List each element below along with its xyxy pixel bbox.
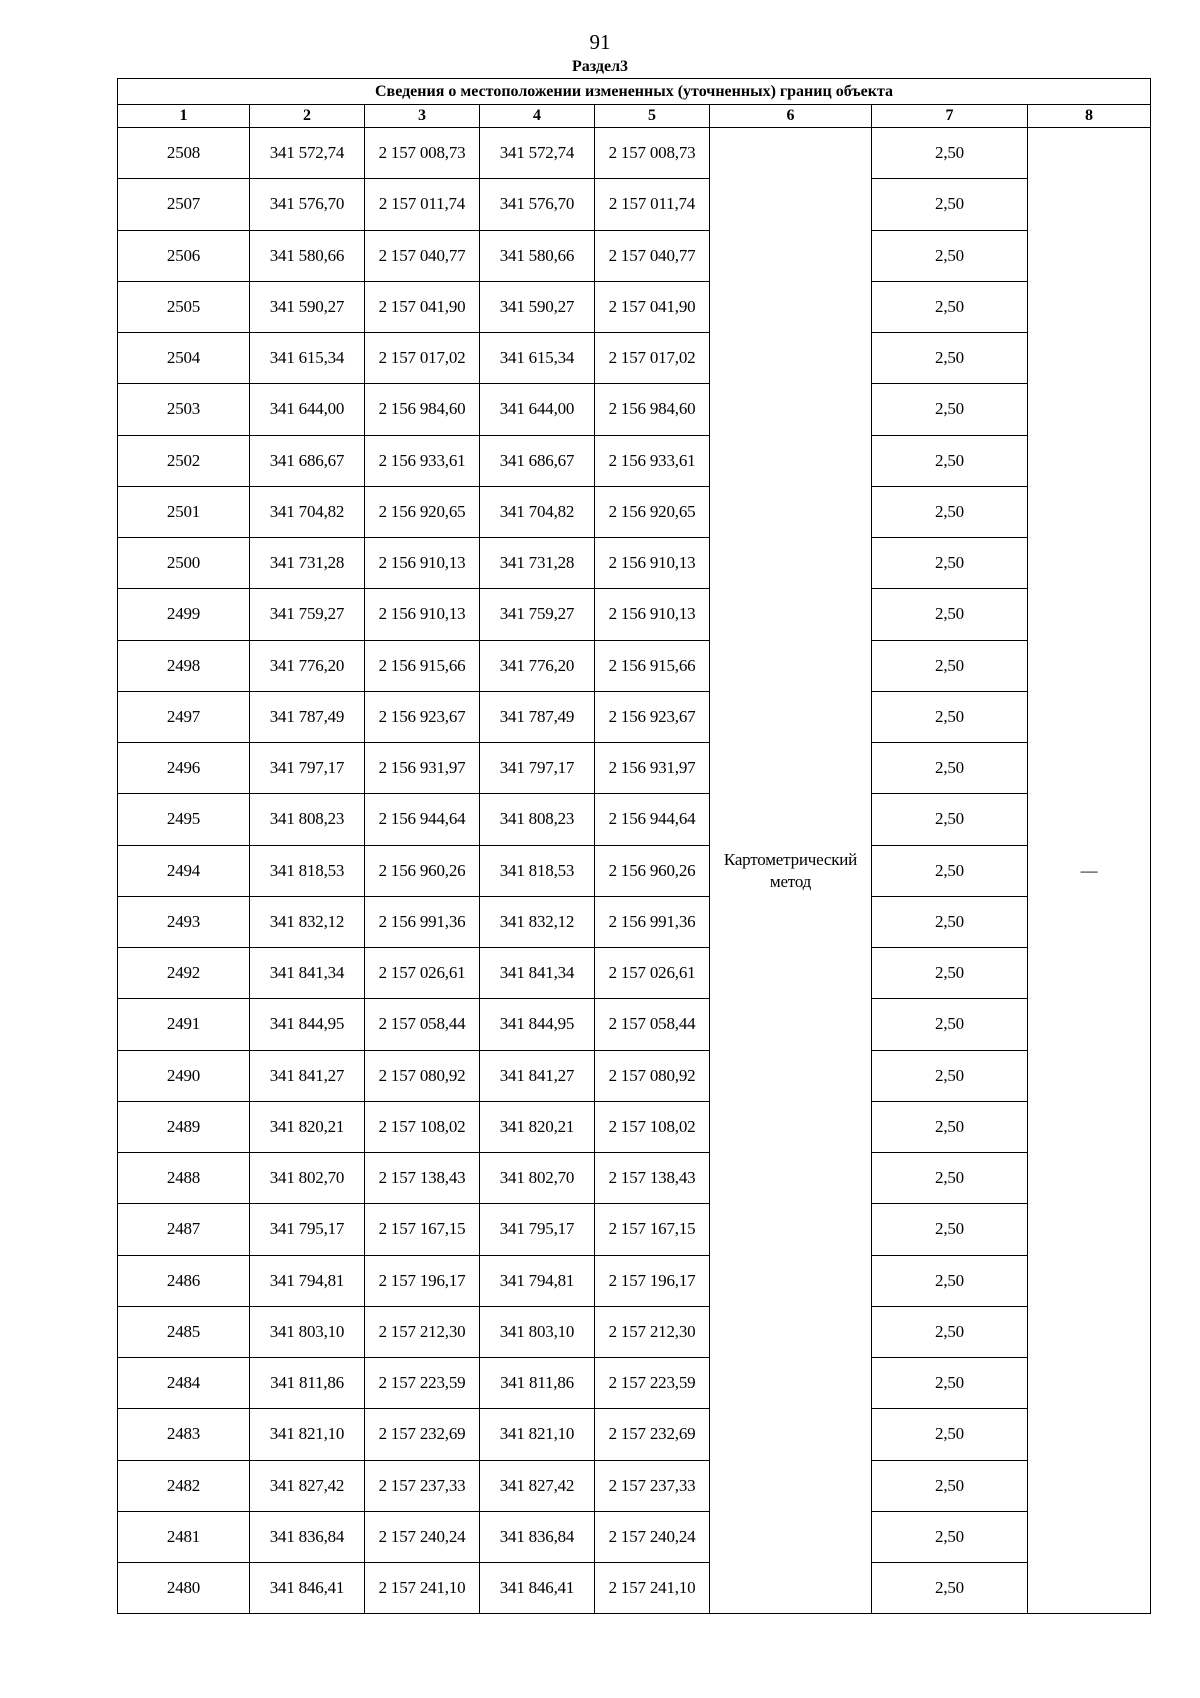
y-old-cell: 2 157 223,59 [365,1358,480,1409]
point-number-cell: 2495 [118,794,250,845]
table-row [118,1511,1151,1562]
table-row [118,589,1151,640]
table-row [118,743,1151,794]
y-new-cell: 2 157 212,30 [595,1306,710,1357]
y-old-cell: 2 157 212,30 [365,1306,480,1357]
accuracy-cell: 2,50 [872,1306,1028,1357]
table-row [118,1050,1151,1101]
section-title: Раздел3 [571,58,629,75]
y-new-cell: 2 157 017,02 [595,333,710,384]
y-new-cell: 2 157 040,77 [595,230,710,281]
point-number-cell: 2487 [118,1204,250,1255]
y-old-cell: 2 157 017,02 [365,333,480,384]
y-old-cell: 2 156 931,97 [365,743,480,794]
accuracy-cell: 2,50 [872,486,1028,537]
y-old-cell: 2 156 910,13 [365,538,480,589]
accuracy-cell: 2,50 [872,384,1028,435]
y-new-cell: 2 156 931,97 [595,743,710,794]
point-number-cell: 2489 [118,1101,250,1152]
x-old-cell: 341 836,84 [250,1511,365,1562]
accuracy-cell: 2,50 [872,1511,1028,1562]
accuracy-cell: 2,50 [872,1358,1028,1409]
x-old-cell: 341 808,23 [250,794,365,845]
point-number-cell: 2503 [118,384,250,435]
x-old-cell: 341 686,67 [250,435,365,486]
y-new-cell: 2 157 232,69 [595,1409,710,1460]
point-number-cell: 2483 [118,1409,250,1460]
x-new-cell: 341 820,21 [480,1101,595,1152]
x-new-cell: 341 572,74 [480,128,595,179]
x-new-cell: 341 787,49 [480,691,595,742]
y-new-cell: 2 157 008,73 [595,128,710,179]
x-new-cell: 341 811,86 [480,1358,595,1409]
y-new-cell: 2 157 237,33 [595,1460,710,1511]
y-new-cell: 2 157 223,59 [595,1358,710,1409]
point-number-cell: 2482 [118,1460,250,1511]
x-new-cell: 341 794,81 [480,1255,595,1306]
y-old-cell: 2 157 167,15 [365,1204,480,1255]
accuracy-cell: 2,50 [872,128,1028,179]
x-new-cell: 341 686,67 [480,435,595,486]
x-old-cell: 341 811,86 [250,1358,365,1409]
y-new-cell: 2 156 915,66 [595,640,710,691]
x-old-cell: 341 615,34 [250,333,365,384]
column-number: 6 [710,105,872,128]
y-new-cell: 2 156 910,13 [595,538,710,589]
point-number-cell: 2508 [118,128,250,179]
column-number: 8 [1028,105,1151,128]
point-number-cell: 2490 [118,1050,250,1101]
y-old-cell: 2 157 108,02 [365,1101,480,1152]
x-old-cell: 341 776,20 [250,640,365,691]
y-new-cell: 2 156 933,61 [595,435,710,486]
table-row [118,1153,1151,1204]
column-number: 7 [872,105,1028,128]
y-old-cell: 2 156 960,26 [365,845,480,896]
point-number-cell: 2480 [118,1563,250,1614]
table-row [118,999,1151,1050]
y-old-cell: 2 157 138,43 [365,1153,480,1204]
accuracy-cell: 2,50 [872,845,1028,896]
table-row [118,948,1151,999]
x-new-cell: 341 731,28 [480,538,595,589]
y-new-cell: 2 157 011,74 [595,179,710,230]
accuracy-cell: 2,50 [872,281,1028,332]
page-number: 91 [589,30,611,54]
accuracy-cell: 2,50 [872,640,1028,691]
table-row [118,179,1151,230]
table-row [118,845,1151,896]
x-old-cell: 341 794,81 [250,1255,365,1306]
table-row [118,1563,1151,1614]
x-old-cell: 341 787,49 [250,691,365,742]
table-row [118,1358,1151,1409]
y-new-cell: 2 157 138,43 [595,1153,710,1204]
y-new-cell: 2 156 910,13 [595,589,710,640]
accuracy-cell: 2,50 [872,743,1028,794]
accuracy-cell: 2,50 [872,589,1028,640]
x-new-cell: 341 576,70 [480,179,595,230]
y-old-cell: 2 156 991,36 [365,896,480,947]
x-old-cell: 341 803,10 [250,1306,365,1357]
table-row [118,230,1151,281]
y-old-cell: 2 157 058,44 [365,999,480,1050]
y-old-cell: 2 157 041,90 [365,281,480,332]
y-old-cell: 2 156 920,65 [365,486,480,537]
x-old-cell: 341 844,95 [250,999,365,1050]
column-numbers-row [118,105,1151,128]
x-old-cell: 341 841,34 [250,948,365,999]
y-new-cell: 2 157 108,02 [595,1101,710,1152]
x-old-cell: 341 821,10 [250,1409,365,1460]
x-new-cell: 341 836,84 [480,1511,595,1562]
y-new-cell: 2 157 058,44 [595,999,710,1050]
x-new-cell: 341 821,10 [480,1409,595,1460]
accuracy-cell: 2,50 [872,1101,1028,1152]
table-caption-row [118,79,1151,105]
point-number-cell: 2486 [118,1255,250,1306]
note-cell: — [1028,128,1151,1614]
column-number: 3 [365,105,480,128]
x-new-cell: 341 797,17 [480,743,595,794]
x-new-cell: 341 759,27 [480,589,595,640]
x-old-cell: 341 795,17 [250,1204,365,1255]
table-body [118,128,1151,1614]
point-number-cell: 2507 [118,179,250,230]
y-old-cell: 2 156 915,66 [365,640,480,691]
table-row [118,538,1151,589]
x-new-cell: 341 827,42 [480,1460,595,1511]
table-row [118,1204,1151,1255]
point-number-cell: 2497 [118,691,250,742]
column-number: 2 [250,105,365,128]
x-old-cell: 341 572,74 [250,128,365,179]
accuracy-cell: 2,50 [872,1460,1028,1511]
point-number-cell: 2496 [118,743,250,794]
x-old-cell: 341 731,28 [250,538,365,589]
y-old-cell: 2 157 232,69 [365,1409,480,1460]
y-old-cell: 2 156 923,67 [365,691,480,742]
point-number-cell: 2491 [118,999,250,1050]
y-new-cell: 2 156 944,64 [595,794,710,845]
x-old-cell: 341 820,21 [250,1101,365,1152]
y-new-cell: 2 157 167,15 [595,1204,710,1255]
x-new-cell: 341 615,34 [480,333,595,384]
accuracy-cell: 2,50 [872,1255,1028,1306]
y-old-cell: 2 156 984,60 [365,384,480,435]
point-number-cell: 2505 [118,281,250,332]
x-new-cell: 341 644,00 [480,384,595,435]
y-old-cell: 2 157 011,74 [365,179,480,230]
y-new-cell: 2 156 960,26 [595,845,710,896]
accuracy-cell: 2,50 [872,1050,1028,1101]
table-row [118,896,1151,947]
table-row [118,281,1151,332]
point-number-cell: 2484 [118,1358,250,1409]
table-row [118,691,1151,742]
method-cell: Картометрический метод [710,128,872,1614]
y-old-cell: 2 156 933,61 [365,435,480,486]
y-old-cell: 2 157 026,61 [365,948,480,999]
y-new-cell: 2 156 920,65 [595,486,710,537]
y-new-cell: 2 157 026,61 [595,948,710,999]
x-old-cell: 341 827,42 [250,1460,365,1511]
accuracy-cell: 2,50 [872,794,1028,845]
x-old-cell: 341 704,82 [250,486,365,537]
x-new-cell: 341 841,27 [480,1050,595,1101]
x-new-cell: 341 802,70 [480,1153,595,1204]
point-number-cell: 2481 [118,1511,250,1562]
column-number: 4 [480,105,595,128]
point-number-cell: 2506 [118,230,250,281]
y-old-cell: 2 157 040,77 [365,230,480,281]
x-old-cell: 341 590,27 [250,281,365,332]
point-number-cell: 2500 [118,538,250,589]
x-old-cell: 341 580,66 [250,230,365,281]
x-new-cell: 341 795,17 [480,1204,595,1255]
table-row [118,794,1151,845]
y-new-cell: 2 157 196,17 [595,1255,710,1306]
point-number-cell: 2494 [118,845,250,896]
point-number-cell: 2498 [118,640,250,691]
y-old-cell: 2 157 237,33 [365,1460,480,1511]
accuracy-cell: 2,50 [872,538,1028,589]
table-row [118,128,1151,179]
y-old-cell: 2 157 240,24 [365,1511,480,1562]
coordinates-table [117,78,1151,1614]
y-old-cell: 2 156 944,64 [365,794,480,845]
table-row [118,1255,1151,1306]
x-new-cell: 341 580,66 [480,230,595,281]
table-row [118,384,1151,435]
x-old-cell: 341 832,12 [250,896,365,947]
x-new-cell: 341 844,95 [480,999,595,1050]
y-old-cell: 2 157 196,17 [365,1255,480,1306]
accuracy-cell: 2,50 [872,435,1028,486]
y-new-cell: 2 157 240,24 [595,1511,710,1562]
table-row [118,1306,1151,1357]
table-row [118,640,1151,691]
point-number-cell: 2504 [118,333,250,384]
x-new-cell: 341 803,10 [480,1306,595,1357]
y-new-cell: 2 157 241,10 [595,1563,710,1614]
y-new-cell: 2 157 041,90 [595,281,710,332]
point-number-cell: 2493 [118,896,250,947]
x-new-cell: 341 776,20 [480,640,595,691]
accuracy-cell: 2,50 [872,179,1028,230]
table-row [118,435,1151,486]
point-number-cell: 2485 [118,1306,250,1357]
accuracy-cell: 2,50 [872,948,1028,999]
accuracy-cell: 2,50 [872,999,1028,1050]
y-old-cell: 2 157 008,73 [365,128,480,179]
x-old-cell: 341 797,17 [250,743,365,794]
y-new-cell: 2 156 984,60 [595,384,710,435]
x-new-cell: 341 704,82 [480,486,595,537]
y-old-cell: 2 157 241,10 [365,1563,480,1614]
accuracy-cell: 2,50 [872,333,1028,384]
x-old-cell: 341 802,70 [250,1153,365,1204]
table-row [118,333,1151,384]
point-number-cell: 2502 [118,435,250,486]
table-row [118,1409,1151,1460]
x-old-cell: 341 576,70 [250,179,365,230]
accuracy-cell: 2,50 [872,896,1028,947]
accuracy-cell: 2,50 [872,1563,1028,1614]
table-caption: Сведения о местоположении измененных (уточненных) границ объекта [118,79,1151,105]
x-old-cell: 341 644,00 [250,384,365,435]
column-number: 5 [595,105,710,128]
x-new-cell: 341 832,12 [480,896,595,947]
x-new-cell: 341 808,23 [480,794,595,845]
column-number: 1 [118,105,250,128]
x-old-cell: 341 759,27 [250,589,365,640]
point-number-cell: 2499 [118,589,250,640]
accuracy-cell: 2,50 [872,1153,1028,1204]
x-new-cell: 341 818,53 [480,845,595,896]
accuracy-cell: 2,50 [872,1409,1028,1460]
table-row [118,1460,1151,1511]
x-new-cell: 341 846,41 [480,1563,595,1614]
x-old-cell: 341 818,53 [250,845,365,896]
table-row [118,1101,1151,1152]
x-new-cell: 341 841,34 [480,948,595,999]
x-new-cell: 341 590,27 [480,281,595,332]
x-old-cell: 341 846,41 [250,1563,365,1614]
y-new-cell: 2 157 080,92 [595,1050,710,1101]
point-number-cell: 2488 [118,1153,250,1204]
y-new-cell: 2 156 991,36 [595,896,710,947]
accuracy-cell: 2,50 [872,230,1028,281]
point-number-cell: 2492 [118,948,250,999]
point-number-cell: 2501 [118,486,250,537]
y-old-cell: 2 157 080,92 [365,1050,480,1101]
y-new-cell: 2 156 923,67 [595,691,710,742]
x-old-cell: 341 841,27 [250,1050,365,1101]
accuracy-cell: 2,50 [872,691,1028,742]
y-old-cell: 2 156 910,13 [365,589,480,640]
accuracy-cell: 2,50 [872,1204,1028,1255]
table-row [118,486,1151,537]
